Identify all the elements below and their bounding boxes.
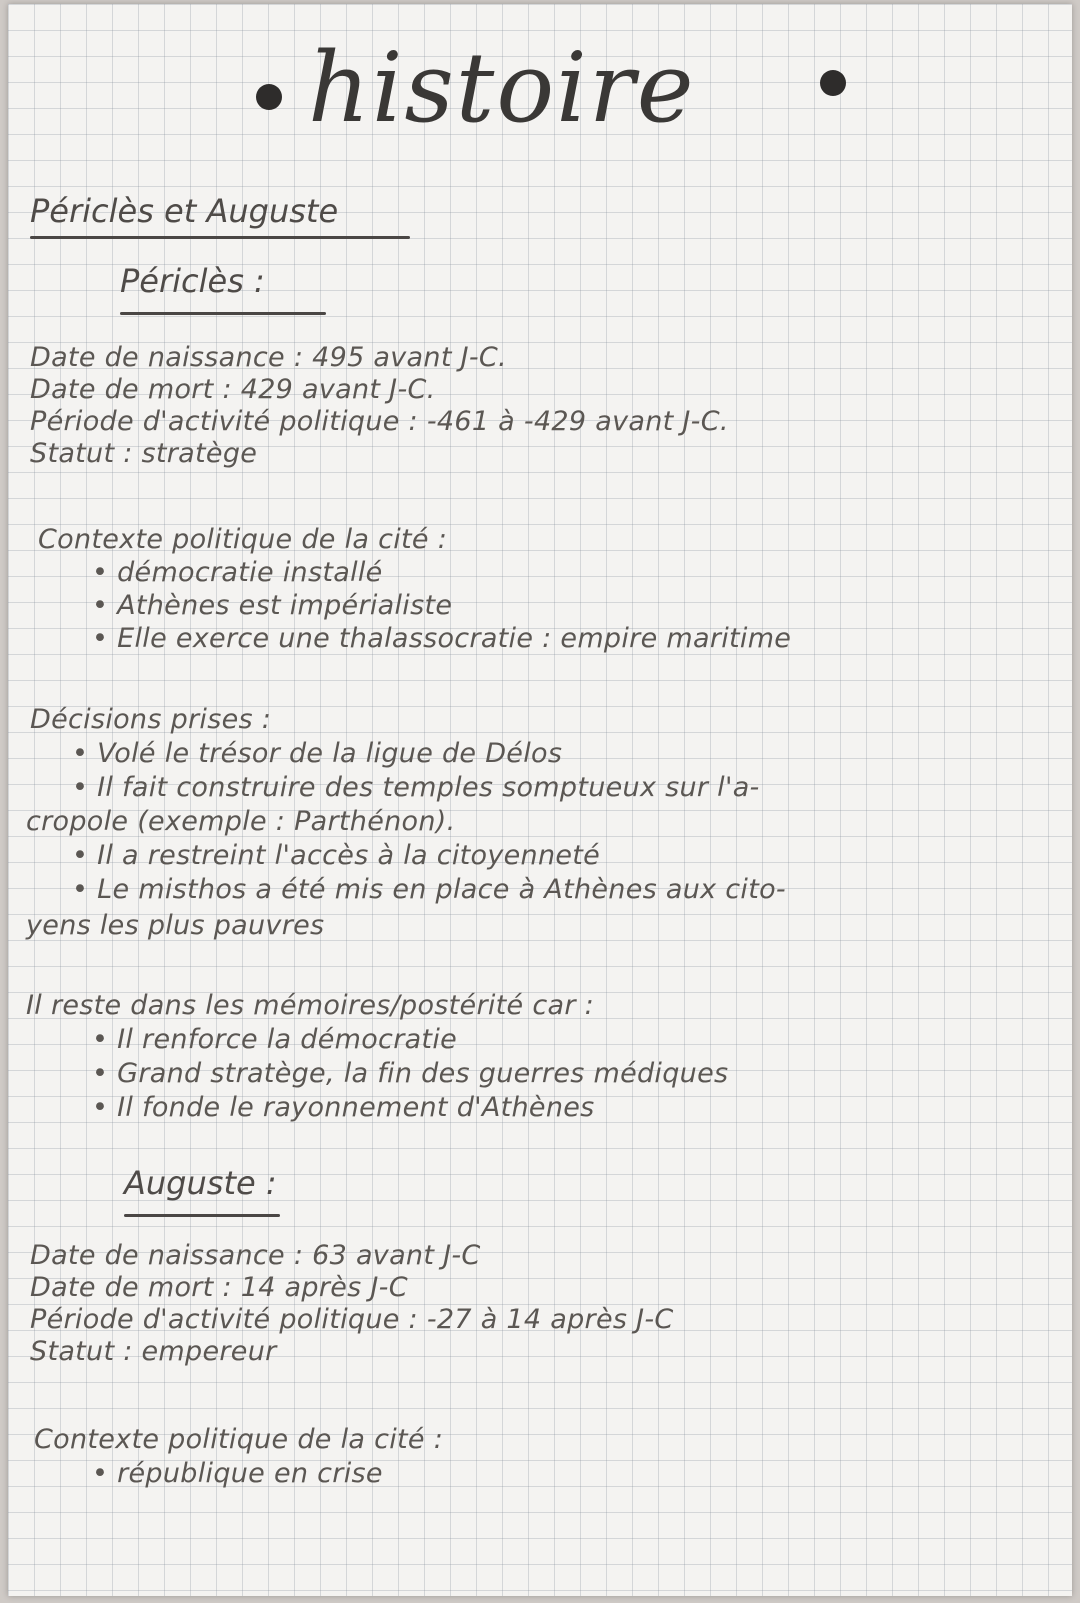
pericles-memory-item: • Il renforce la démocratie <box>92 1024 457 1055</box>
pericles-memory-item: • Il fonde le rayonnement d'Athènes <box>92 1092 595 1123</box>
auguste-status: Statut : empereur <box>30 1336 277 1367</box>
pericles-context-item: • Elle exerce une thalassocratie : empire maritime <box>92 623 791 654</box>
pericles-context-item: • Athènes est impérialiste <box>92 590 452 621</box>
page-title: histoire <box>308 32 696 144</box>
pericles-status: Statut : stratège <box>30 438 258 469</box>
pericles-underline <box>120 312 326 315</box>
subject-heading: Périclès et Auguste <box>30 192 339 230</box>
auguste-context-item: • république en crise <box>92 1458 383 1489</box>
auguste-heading: Auguste : <box>124 1164 277 1202</box>
pericles-context-heading: Contexte politique de la cité : <box>38 524 448 555</box>
punch-hole-right <box>820 70 846 96</box>
pericles-death: Date de mort : 429 avant J-C. <box>30 374 436 405</box>
pericles-heading: Périclès : <box>120 262 265 300</box>
pericles-memory-heading: Il reste dans les mémoires/postérité car : <box>26 990 594 1021</box>
pericles-decision-line: • Il a restreint l'accès à la citoyenneté <box>72 840 601 871</box>
notebook-page <box>8 4 1072 1596</box>
pericles-decision-line: • Le misthos a été mis en place à Athènes aux cito- <box>72 874 786 905</box>
pericles-activity: Période d'activité politique : -461 à -429 avant J-C. <box>30 406 729 437</box>
punch-hole-left <box>256 84 282 110</box>
subject-underline <box>30 236 410 239</box>
pericles-memory-item: • Grand stratège, la fin des guerres médiques <box>92 1058 728 1089</box>
auguste-birth: Date de naissance : 63 avant J-C <box>30 1240 481 1271</box>
pericles-context-item: • démocratie installé <box>92 557 383 588</box>
pericles-decision-line: cropole (exemple : Parthénon). <box>26 806 456 837</box>
auguste-underline <box>124 1214 280 1217</box>
pericles-decisions-heading: Décisions prises : <box>30 704 272 735</box>
pericles-decision-line: • Volé le trésor de la ligue de Délos <box>72 738 563 769</box>
auguste-context-heading: Contexte politique de la cité : <box>34 1424 444 1455</box>
pericles-decision-line: • Il fait construire des temples somptueux sur l'a- <box>72 772 760 803</box>
pericles-birth: Date de naissance : 495 avant J-C. <box>30 342 507 373</box>
pericles-decision-line: yens les plus pauvres <box>26 910 325 941</box>
auguste-death: Date de mort : 14 après J-C <box>30 1272 408 1303</box>
auguste-activity: Période d'activité politique : -27 à 14 après J-C <box>30 1304 674 1335</box>
